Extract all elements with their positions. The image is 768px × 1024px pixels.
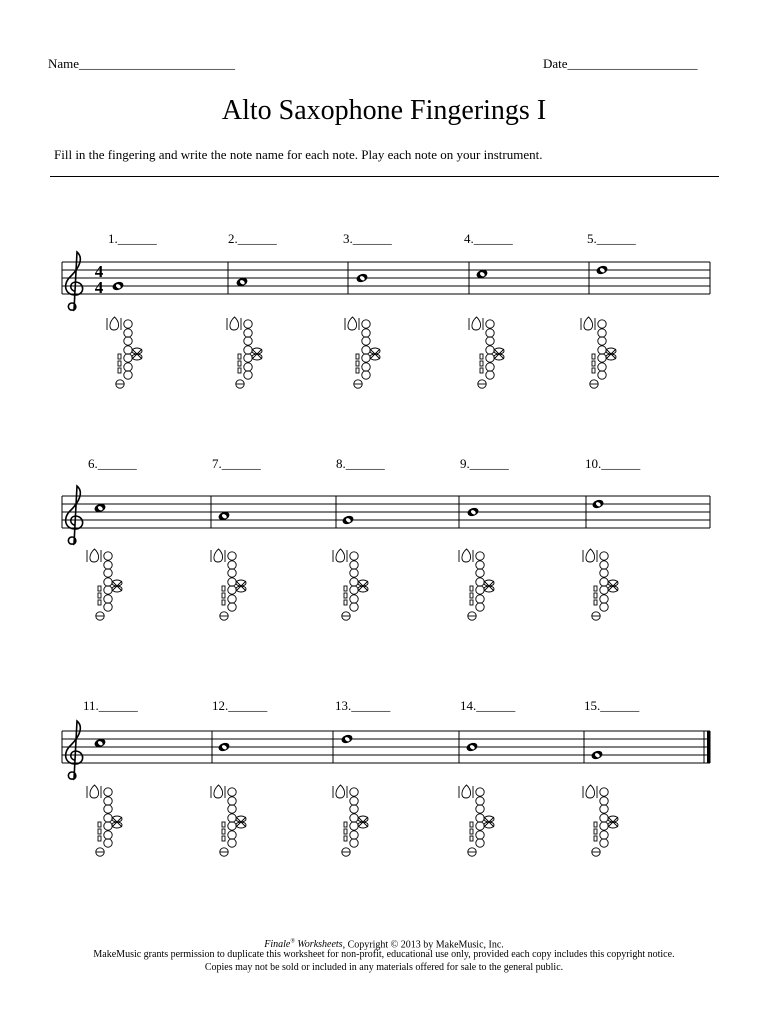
whole-note: [340, 733, 353, 744]
date-field[interactable]: Date____________________: [543, 56, 698, 71]
staff-system: [62, 698, 711, 856]
measure-label: 7.______: [212, 456, 261, 471]
fingering-chart-icon: [469, 317, 504, 388]
fingering-chart-icon: [583, 549, 618, 620]
measure-label: 15.______: [584, 698, 640, 713]
fingering-chart-icon: [87, 785, 122, 856]
fingering-chart-icon: [459, 785, 494, 856]
footer-restriction: Copies may not be sold or included in any materials offered for sale to the general public.: [204, 962, 564, 973]
footer-permission: MakeMusic grants permission to duplicate this worksheet for non-profit, educational use only, provided each copy includes this copyright notice.: [93, 949, 675, 960]
fingering-chart-icon: [581, 317, 616, 388]
measure-label: 12.______: [212, 698, 268, 713]
measure-label: 13.______: [335, 698, 391, 713]
whole-note: [341, 514, 354, 525]
measure-label: 10.______: [585, 456, 641, 471]
name-field[interactable]: Name________________________: [48, 56, 236, 71]
footer-copyright-text: , Copyright © 2013 by MakeMusic, Inc.: [342, 939, 504, 951]
measure-label: 9.______: [460, 456, 509, 471]
whole-note: [217, 741, 230, 752]
measure-label: 14.______: [460, 698, 516, 713]
whole-note: [111, 280, 124, 291]
treble-clef-icon: [66, 486, 83, 544]
page-title: Alto Saxophone Fingerings I: [221, 95, 547, 126]
fingering-chart-icon: [211, 549, 246, 620]
measure-label: 1.______: [108, 231, 157, 246]
fingering-chart-icon: [227, 317, 262, 388]
fingering-chart-icon: [107, 317, 142, 388]
fingering-chart-icon: [345, 317, 380, 388]
whole-note: [466, 506, 479, 517]
fingering-chart-icon: [333, 549, 368, 620]
fingering-chart-icon: [459, 549, 494, 620]
measure-label: 3.______: [343, 231, 392, 246]
instructions-text: Fill in the fingering and write the note name for each note. Play each note on your instrument.: [54, 147, 543, 162]
staff-system: [62, 456, 710, 620]
fingering-chart-icon: [211, 785, 246, 856]
time-signature-top: 4: [94, 262, 104, 281]
measure-label: 8.______: [336, 456, 385, 471]
footer-series: Worksheets: [294, 939, 343, 951]
final-barline: [707, 731, 711, 763]
measure-label: 2.______: [228, 231, 277, 246]
fingering-chart-icon: [87, 549, 122, 620]
whole-note: [355, 272, 368, 283]
measure-label: 11.______: [83, 698, 138, 713]
fingering-chart-icon: [333, 785, 368, 856]
staff-system: [62, 231, 710, 388]
whole-note: [591, 498, 604, 509]
measure-label: 6.______: [88, 456, 137, 471]
time-signature-bottom: 4: [94, 278, 104, 297]
whole-note: [590, 749, 603, 760]
treble-clef-icon: [66, 721, 83, 779]
footer-brand-mark: ®: [290, 939, 295, 945]
measure-label: 5.______: [587, 231, 636, 246]
footer-brand: Finale: [264, 939, 291, 951]
treble-clef-icon: [66, 252, 83, 310]
measure-label: 4.______: [464, 231, 513, 246]
fingering-chart-icon: [583, 785, 618, 856]
whole-note: [465, 741, 478, 752]
whole-note: [595, 264, 608, 275]
